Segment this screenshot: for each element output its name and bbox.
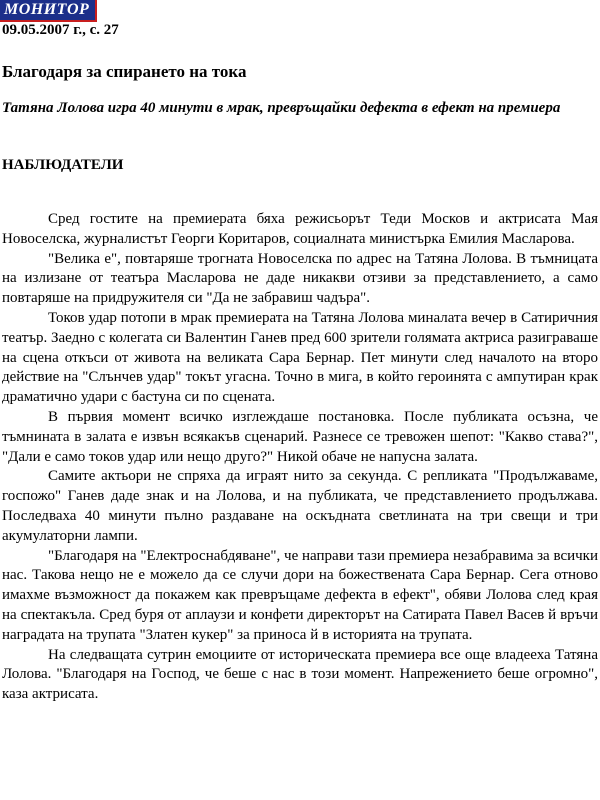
article-paragraph: "Благодаря на "Електроснабдяване", че направи тази премиера незабравима за всички нас. Такова нещо не е можело да се случи дори на божествената Сара Бернар. Сега отново имахме възможност да покажем как превръщаме дефекта в ефект", обяви Лолова след края на спектакъла. Сред буря от аплаузи и конфети директорът на Сатирата Павел Васев й връчи наградата на трупата "Златен кукер" за приноса й в историята на трупата. <box>2 547 598 643</box>
article-paragraph: В първия момент всичко изглеждаше постановка. После публиката осъзна, че тъмнината в залата е извън всякакъв сценарий. Разнесе се тревожен шепот: "Какво става?", "Дали е само токов удар или нещо друго?" Никой обаче не напусна залата. <box>2 408 598 465</box>
article-subheadline: Татяна Лолова игра 40 минути в мрак, превръщайки дефекта в ефект на премиера <box>2 100 561 116</box>
article-paragraph: На следващата сутрин емоциите от историческата премиера все още владееха Татяна Лолова. "Благодаря на Господ, че беше с нас в този момент. Напрежението беше огромно", каза актрисата. <box>2 646 598 703</box>
article-paragraph: Токов удар потопи в мрак премиерата на Татяна Лолова миналата вечер в Сатиричния театър. Заедно с колегата си Валентин Ганев пред 600 зрители голямата актриса разиграваше на сцена откъси от живота на великата Сара Бернар. Пет минути след началото на второ действие на "Слънчев удар" токът угасна. Точно в мига, в който героинята с ампутиран крак драматично удари с бастуна си по сцената. <box>2 309 598 406</box>
section-label: НАБЛЮДАТЕЛИ <box>2 157 124 173</box>
article-paragraph: "Велика е", повтаряше трогната Новоселска по адрес на Татяна Лолова. В тъмницата на излизане от театъра Масларова не даде никакви отзиви за представлението, а само повтаряше на придружителя си "Да не забравиш чадъра". <box>2 250 598 307</box>
article-headline: Благодаря за спирането на тока <box>2 62 247 81</box>
publication-logo-text: МОНИТОР <box>4 1 90 18</box>
article-paragraph: Самите актьори не спряха да играят нито за секунда. С репликата "Продължаваме, госпожо" Ганев даде знак и на Лолова, и на публиката, че представлението продължава. Последваха 40 минути пълно раздаване на оскъдната светлината на три свещи и три акумулаторни лампи. <box>2 468 598 544</box>
article-paragraph: Сред гостите на премиерата бяха режисьорът Теди Москов и актрисата Мая Новоселска, журналистът Георги Коритаров, социалната министърка Емилия Масларова. <box>2 211 598 247</box>
publication-logo <box>0 0 97 22</box>
dateline: 09.05.2007 г., с. 27 <box>2 22 119 38</box>
article-body <box>2 210 598 705</box>
